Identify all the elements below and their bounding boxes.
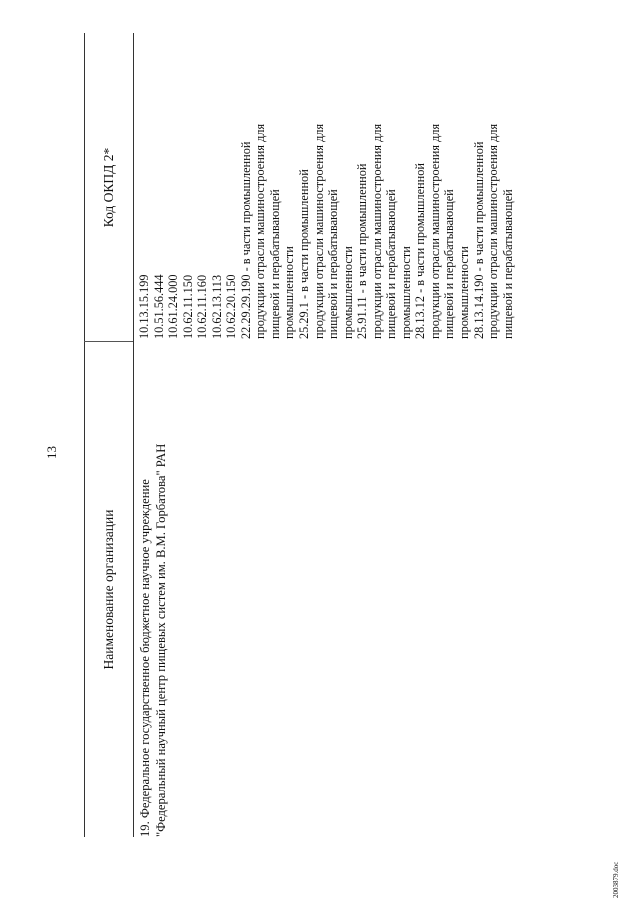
okpd2-code-line: пищевой и перабатывающей [500, 189, 515, 339]
okpd2-code-line: пищевой и перабатывающей [326, 189, 341, 339]
okpd2-code-line: 28.13.12 - в части промышленной [413, 163, 428, 339]
organization-name-line: 19. Федеральное государственное бюджетное научное учреждение [138, 479, 152, 837]
okpd2-code-line: промышленности [398, 246, 413, 339]
okpd2-code-line: продукции отрасли машиностроения для [369, 123, 384, 339]
okpd2-code-line: 10.61.24.000 [166, 274, 181, 339]
okpd2-code-line: 10.62.11.160 [195, 274, 210, 339]
okpd2-codes-cell [137, 39, 515, 339]
header-bottom-rule [133, 33, 134, 837]
organization-name-line: "Федеральный научный центр пищевых систем им. В.М. Горбатова" РАН [154, 443, 168, 837]
okpd2-code-line: пищевой и перабатывающей [442, 189, 457, 339]
file-footer: 2003879.doc [612, 861, 620, 898]
okpd2-code-line: 28.13.14.190 - в части промышленной [471, 141, 486, 339]
okpd2-code-line: пищевой и перабатывающей [267, 189, 282, 339]
okpd2-code-line: промышленности [340, 246, 355, 339]
header-organization-name: Наименование организации [100, 509, 116, 670]
page-number: 13 [44, 446, 59, 459]
okpd2-code-line: продукции отрасли машиностроения для [311, 123, 326, 339]
okpd2-code-line: 22.29.29.190 - в части промышленной [238, 141, 253, 339]
okpd2-code-line: промышленности [457, 246, 472, 339]
okpd2-code-line: промышленности [282, 246, 297, 339]
header-okpd2-code: Код ОКПД 2* [100, 147, 116, 228]
okpd2-code-line: 10.62.11.150 [180, 274, 195, 339]
okpd2-code-line: 10.13.15.199 [137, 274, 151, 339]
okpd2-code-line: продукции отрасли машиностроения для [253, 123, 268, 339]
okpd2-code-line: 10.51.56.444 [151, 274, 166, 339]
okpd2-code-line: 25.29.1 - в части промышленной [297, 169, 312, 339]
organization-name-cell [137, 345, 169, 837]
okpd2-code-line: 10.62.20.150 [224, 274, 239, 339]
okpd2-code-line: 10.62.13.113 [209, 274, 224, 339]
okpd2-code-line: пищевой и перабатывающей [384, 189, 399, 339]
okpd2-code-line: продукции отрасли машиностроения для [486, 123, 501, 339]
okpd2-code-line: 25.91.11 - в части промышленной [355, 163, 370, 339]
okpd2-code-line: продукции отрасли машиностроения для [427, 123, 442, 339]
